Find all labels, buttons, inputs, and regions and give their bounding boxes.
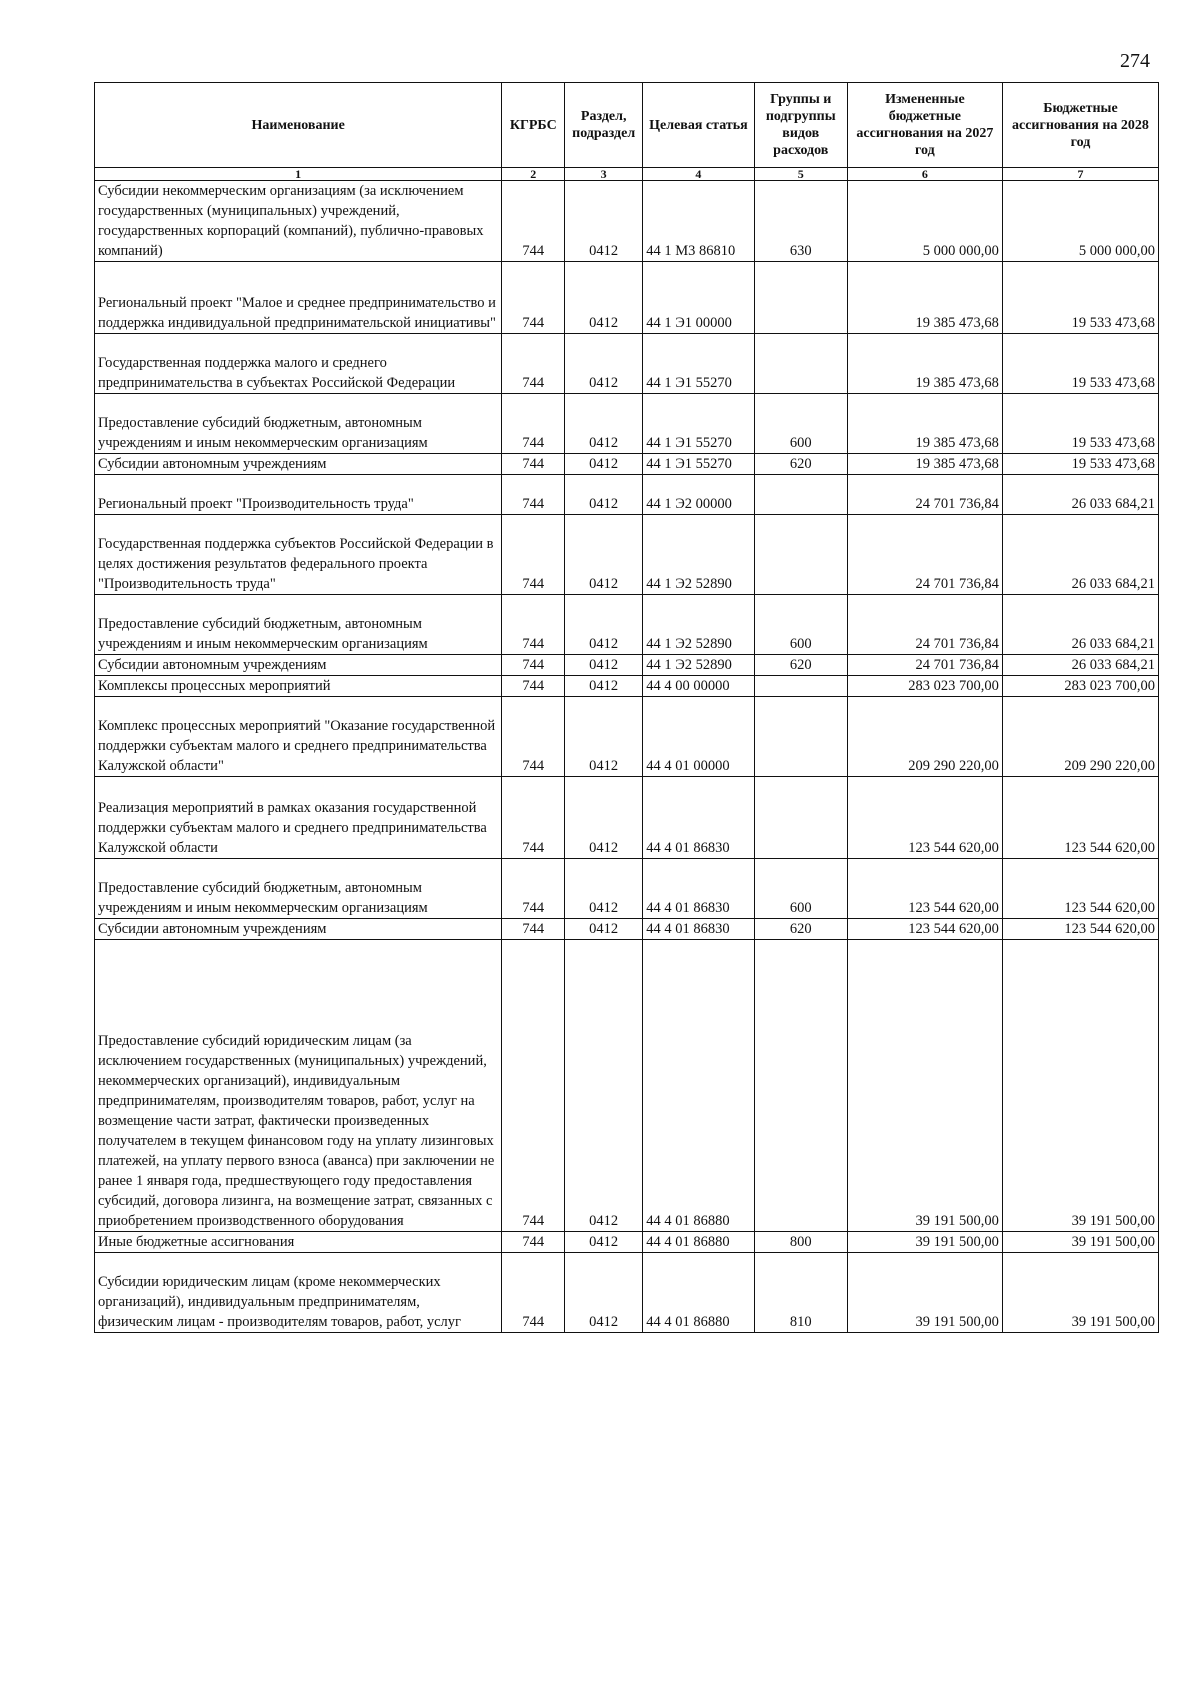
table-row	[95, 595, 1159, 655]
cell-kgrbs: 744	[502, 394, 565, 454]
cell-kgrbs: 744	[502, 475, 565, 515]
table-row	[95, 1253, 1159, 1333]
table-row	[95, 919, 1159, 940]
cell-kgrbs: 744	[502, 1232, 565, 1253]
cell-name: Реализация мероприятий в рамках оказания государственной поддержки субъектам малого и среднего предпринимательства Калужской области	[95, 777, 502, 859]
cell-name: Иные бюджетные ассигнования	[95, 1232, 502, 1253]
cell-name: Субсидии юридическим лицам (кроме некоммерческих организаций), индивидуальным предпринимателям, физическим лицам - производителям товаров, работ, услуг	[95, 1253, 502, 1333]
cell-group	[754, 697, 847, 777]
cell-amount-2028: 19 533 473,68	[1002, 334, 1158, 394]
cell-name: Региональный проект "Малое и среднее предпринимательство и поддержка индивидуальной предпринимательской инициативы"	[95, 262, 502, 334]
cell-amount-2028: 123 544 620,00	[1002, 859, 1158, 919]
cell-name: Государственная поддержка малого и среднего предпринимательства в субъектах Российской Федерации	[95, 334, 502, 394]
cell-amount-2027: 39 191 500,00	[847, 940, 1002, 1232]
column-number: 7	[1002, 168, 1158, 181]
cell-group	[754, 940, 847, 1232]
cell-target: 44 1 Э1 00000	[643, 262, 754, 334]
cell-amount-2027: 24 701 736,84	[847, 655, 1002, 676]
column-number: 2	[502, 168, 565, 181]
cell-kgrbs: 744	[502, 1253, 565, 1333]
column-number-row	[95, 168, 1159, 181]
cell-target: 44 4 01 00000	[643, 697, 754, 777]
cell-group: 620	[754, 454, 847, 475]
cell-name: Комплексы процессных мероприятий	[95, 676, 502, 697]
header-amount-2027: Измененные бюджетные ассигнования на 2027 год	[847, 83, 1002, 168]
cell-amount-2027: 5 000 000,00	[847, 181, 1002, 262]
cell-name: Предоставление субсидий бюджетным, автономным учреждениям и иным некоммерческим организациям	[95, 859, 502, 919]
cell-amount-2027: 19 385 473,68	[847, 394, 1002, 454]
cell-section: 0412	[565, 1232, 643, 1253]
table-row	[95, 475, 1159, 515]
cell-group: 600	[754, 394, 847, 454]
cell-amount-2028: 39 191 500,00	[1002, 940, 1158, 1232]
cell-kgrbs: 744	[502, 655, 565, 676]
table-row	[95, 1232, 1159, 1253]
cell-amount-2027: 19 385 473,68	[847, 334, 1002, 394]
cell-target: 44 4 01 86880	[643, 940, 754, 1232]
header-row	[95, 83, 1159, 168]
cell-name: Субсидии автономным учреждениям	[95, 454, 502, 475]
cell-name: Субсидии автономным учреждениям	[95, 919, 502, 940]
cell-kgrbs: 744	[502, 515, 565, 595]
cell-group: 600	[754, 859, 847, 919]
cell-group	[754, 777, 847, 859]
cell-name: Региональный проект "Производительность труда"	[95, 475, 502, 515]
cell-target: 44 1 Э2 00000	[643, 475, 754, 515]
column-number: 5	[754, 168, 847, 181]
column-number: 6	[847, 168, 1002, 181]
cell-amount-2028: 39 191 500,00	[1002, 1232, 1158, 1253]
cell-section: 0412	[565, 697, 643, 777]
column-number: 1	[95, 168, 502, 181]
table-row	[95, 676, 1159, 697]
cell-amount-2028: 19 533 473,68	[1002, 454, 1158, 475]
cell-group: 810	[754, 1253, 847, 1333]
cell-amount-2027: 24 701 736,84	[847, 475, 1002, 515]
cell-kgrbs: 744	[502, 777, 565, 859]
cell-group: 600	[754, 595, 847, 655]
table-row	[95, 181, 1159, 262]
cell-target: 44 4 00 00000	[643, 676, 754, 697]
cell-amount-2027: 39 191 500,00	[847, 1232, 1002, 1253]
cell-amount-2027: 19 385 473,68	[847, 262, 1002, 334]
cell-amount-2027: 39 191 500,00	[847, 1253, 1002, 1333]
cell-target: 44 4 01 86830	[643, 859, 754, 919]
page-number: 274	[1120, 50, 1150, 72]
cell-name: Государственная поддержка субъектов Российской Федерации в целях достижения результатов федерального проекта "Производительность труда"	[95, 515, 502, 595]
cell-section: 0412	[565, 676, 643, 697]
cell-target: 44 4 01 86880	[643, 1253, 754, 1333]
cell-section: 0412	[565, 515, 643, 595]
cell-amount-2028: 209 290 220,00	[1002, 697, 1158, 777]
cell-target: 44 1 Э2 52890	[643, 595, 754, 655]
cell-amount-2028: 123 544 620,00	[1002, 777, 1158, 859]
cell-amount-2027: 123 544 620,00	[847, 777, 1002, 859]
cell-amount-2028: 26 033 684,21	[1002, 595, 1158, 655]
cell-kgrbs: 744	[502, 454, 565, 475]
cell-amount-2028: 123 544 620,00	[1002, 919, 1158, 940]
cell-group: 620	[754, 919, 847, 940]
cell-amount-2027: 24 701 736,84	[847, 515, 1002, 595]
table-row	[95, 697, 1159, 777]
table-row	[95, 262, 1159, 334]
cell-group	[754, 475, 847, 515]
cell-target: 44 1 Э1 55270	[643, 334, 754, 394]
cell-section: 0412	[565, 919, 643, 940]
header-amount-2028: Бюджетные ассигнования на 2028 год	[1002, 83, 1158, 168]
cell-name: Предоставление субсидий юридическим лицам (за исключением государственных (муниципальных) учреждений, некоммерческих организаций), индивидуальным предпринимателям, производителям товаров, работ, услуг на возмещение части затрат, фактически произведенных получателем в текущем финансовом году на уплату лизинговых платежей, на уплату первого взноса (аванса) при заключении не ранее 1 января года, предшествующего году предоставления субсидий, договора лизинга, на возмещение затрат, связанных с приобретением производственного оборудования	[95, 940, 502, 1232]
cell-kgrbs: 744	[502, 334, 565, 394]
cell-group: 630	[754, 181, 847, 262]
header-section: Раздел, подраздел	[565, 83, 643, 168]
cell-kgrbs: 744	[502, 595, 565, 655]
table-row	[95, 859, 1159, 919]
cell-target: 44 1 Э2 52890	[643, 515, 754, 595]
column-number: 3	[565, 168, 643, 181]
cell-kgrbs: 744	[502, 181, 565, 262]
table-row	[95, 940, 1159, 1232]
table-body	[95, 181, 1159, 1333]
table-row	[95, 655, 1159, 676]
table-row	[95, 454, 1159, 475]
cell-section: 0412	[565, 394, 643, 454]
cell-section: 0412	[565, 475, 643, 515]
cell-amount-2028: 5 000 000,00	[1002, 181, 1158, 262]
cell-group	[754, 334, 847, 394]
cell-section: 0412	[565, 181, 643, 262]
cell-section: 0412	[565, 454, 643, 475]
table-row	[95, 334, 1159, 394]
cell-section: 0412	[565, 334, 643, 394]
header-name: Наименование	[95, 83, 502, 168]
cell-amount-2028: 39 191 500,00	[1002, 1253, 1158, 1333]
cell-amount-2028: 283 023 700,00	[1002, 676, 1158, 697]
cell-section: 0412	[565, 1253, 643, 1333]
column-number: 4	[643, 168, 754, 181]
cell-target: 44 4 01 86830	[643, 919, 754, 940]
cell-section: 0412	[565, 859, 643, 919]
cell-kgrbs: 744	[502, 940, 565, 1232]
cell-name: Субсидии автономным учреждениям	[95, 655, 502, 676]
cell-target: 44 4 01 86880	[643, 1232, 754, 1253]
cell-name: Предоставление субсидий бюджетным, автономным учреждениям и иным некоммерческим организациям	[95, 394, 502, 454]
cell-amount-2028: 26 033 684,21	[1002, 475, 1158, 515]
header-kgrbs: КГРБС	[502, 83, 565, 168]
cell-amount-2028: 26 033 684,21	[1002, 655, 1158, 676]
cell-section: 0412	[565, 655, 643, 676]
cell-amount-2027: 123 544 620,00	[847, 919, 1002, 940]
cell-group: 620	[754, 655, 847, 676]
cell-target: 44 1 Э2 52890	[643, 655, 754, 676]
cell-amount-2027: 209 290 220,00	[847, 697, 1002, 777]
table-row	[95, 777, 1159, 859]
cell-amount-2027: 19 385 473,68	[847, 454, 1002, 475]
cell-name: Комплекс процессных мероприятий "Оказание государственной поддержки субъектам малого и среднего предпринимательства Калужской области"	[95, 697, 502, 777]
cell-name: Субсидии некоммерческим организациям (за исключением государственных (муниципальных) учреждений, государственных корпораций (компаний), публично-правовых компаний)	[95, 181, 502, 262]
table-row	[95, 515, 1159, 595]
cell-amount-2027: 24 701 736,84	[847, 595, 1002, 655]
cell-group: 800	[754, 1232, 847, 1253]
cell-kgrbs: 744	[502, 697, 565, 777]
cell-group	[754, 262, 847, 334]
cell-target: 44 1 Э1 55270	[643, 394, 754, 454]
cell-kgrbs: 744	[502, 676, 565, 697]
cell-amount-2028: 26 033 684,21	[1002, 515, 1158, 595]
cell-target: 44 1 Э1 55270	[643, 454, 754, 475]
table-row	[95, 394, 1159, 454]
cell-amount-2028: 19 533 473,68	[1002, 262, 1158, 334]
cell-group	[754, 676, 847, 697]
cell-group	[754, 515, 847, 595]
cell-target: 44 1 М3 86810	[643, 181, 754, 262]
budget-table	[94, 82, 1159, 1333]
cell-target: 44 4 01 86830	[643, 777, 754, 859]
cell-kgrbs: 744	[502, 919, 565, 940]
cell-amount-2028: 19 533 473,68	[1002, 394, 1158, 454]
header-target: Целевая статья	[643, 83, 754, 168]
cell-name: Предоставление субсидий бюджетным, автономным учреждениям и иным некоммерческим организациям	[95, 595, 502, 655]
cell-kgrbs: 744	[502, 262, 565, 334]
cell-section: 0412	[565, 777, 643, 859]
cell-section: 0412	[565, 595, 643, 655]
cell-kgrbs: 744	[502, 859, 565, 919]
cell-amount-2027: 123 544 620,00	[847, 859, 1002, 919]
header-groups: Группы и подгруппы видов расходов	[754, 83, 847, 168]
cell-section: 0412	[565, 940, 643, 1232]
cell-section: 0412	[565, 262, 643, 334]
cell-amount-2027: 283 023 700,00	[847, 676, 1002, 697]
